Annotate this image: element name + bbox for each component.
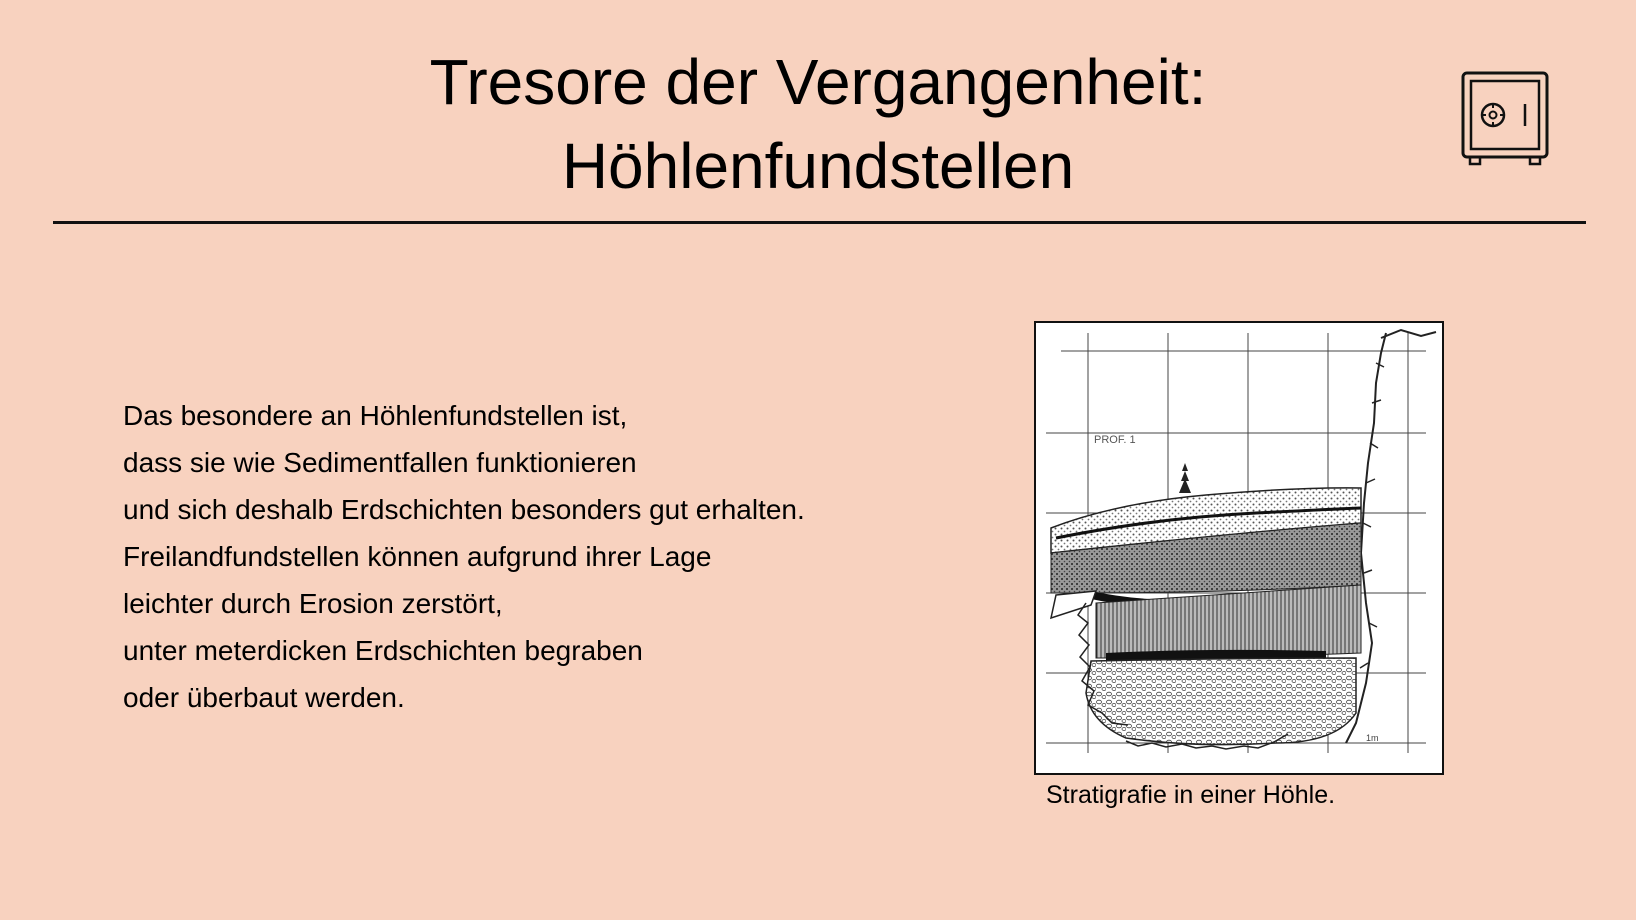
stratigraphy-drawing [1036,323,1442,773]
profile-label: PROF. 1 [1094,434,1136,446]
safe-icon [1460,70,1550,166]
title-line-2: Höhlenfundstellen [561,130,1075,202]
body-line: und sich deshalb Erdschichten besonders gut erhalten. [123,494,805,525]
slide-title [0,40,1636,208]
title-divider [53,221,1586,224]
body-line: oder überbaut werden. [123,682,405,713]
body-line: Freilandfundstellen können aufgrund ihrer Lage [123,541,712,572]
scale-label: 1m [1366,733,1379,743]
body-line: unter meterdicken Erdschichten begraben [123,635,643,666]
title-line-1: Tresore der Vergangenheit: [429,46,1207,118]
body-line: dass sie wie Sedimentfallen funktionieren [123,447,637,478]
figure-caption: Stratigrafie in einer Höhle. [1046,781,1336,809]
stratigraphy-figure [1034,321,1444,775]
body-text [123,392,805,721]
body-line: leichter durch Erosion zerstört, [123,588,503,619]
body-line: Das besondere an Höhlenfundstellen ist, [123,400,628,431]
